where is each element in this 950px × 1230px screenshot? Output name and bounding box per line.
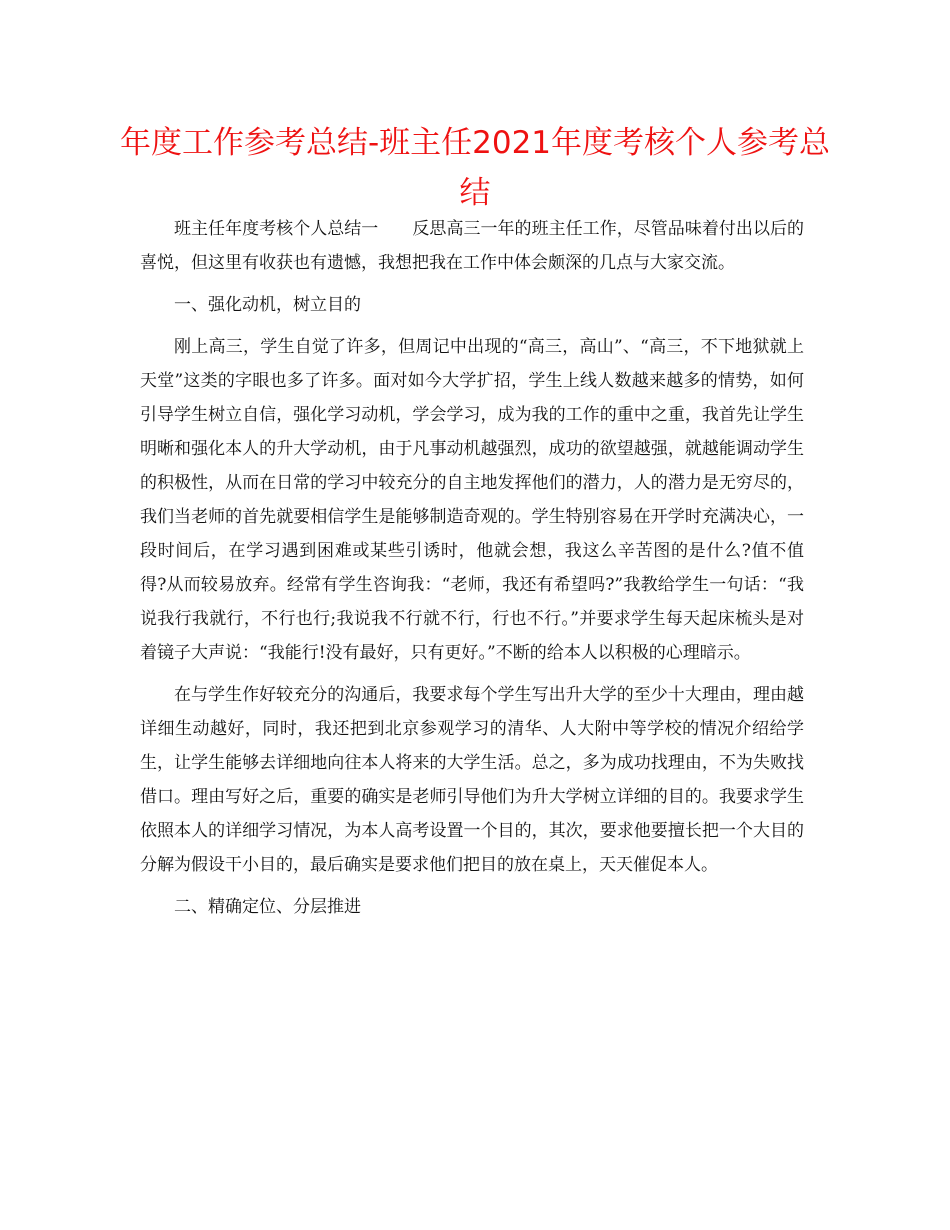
- document-body: [140, 212, 804, 932]
- document-title: 年度工作参考总结-班主任2021年度考核个人参考总结: [119, 125, 831, 211]
- paragraph-motivation: 刚上高三，学生自觉了许多，但周记中出现的“高三，高山”、“高三，不下地狱就上天堂”这类的字眼也多了许多。面对如今大学扩招，学生上线人数越来越多的情势，如何引导学生树立自信，强化学习动机，学会学习，成为我的工作的重中之重，我首先让学生明晰和强化本人的升大学动机，由于凡事动机越强烈，成功的欲望越强，就越能调动学生的积极性，从而在日常的学习中较充分的自主地发挥他们的潜力，人的潜力是无穷尽的，我们当老师的首先就要相信学生是能够制造奇观的。学生特别容易在开学时充满决心，一段时间后，在学习遇到困难或某些引诱时，他就会想，我这么辛苦图的是什么?值不值得?从而较易放弃。经常有学生咨询我：“老师，我还有希望吗?”我教给学生一句话：“我说我行我就行，不行也行;我说我不行就不行，行也不行。”并要求学生每天起床梳头是对着镜子大声说：“我能行!没有最好，只有更好。”不断的给本人以积极的心理暗示。: [140, 337, 804, 663]
- section-heading-1: 一、强化动机，树立目的: [174, 295, 361, 315]
- paragraph-intro: 班主任年度考核个人总结一 反思高三一年的班主任工作，尽管品味着付出以后的喜悦，但这里有收获也有遗憾，我想把我在工作中体会颇深的几点与大家交流。: [140, 219, 804, 273]
- paragraph-goals: 在与学生作好较充分的沟通后，我要求每个学生写出升大学的至少十大理由，理由越详细生动越好，同时，我还把到北京参观学习的清华、人大附中等学校的情况介绍给学生，让学生能够去详细地向往本人将来的大学生活。总之，多为成功找理由，不为失败找借口。理由写好之后，重要的确实是老师引导他们为升大学树立详细的目的。我要求学生依照本人的详细学习情况，为本人高考设置一个目的，其次，要求他要擅长把一个大目的分解为假设干小目的，最后确实是要求他们把目的放在桌上，天天催促本人。: [140, 685, 804, 875]
- section-heading-2: 二、精确定位、分层推进: [174, 897, 361, 917]
